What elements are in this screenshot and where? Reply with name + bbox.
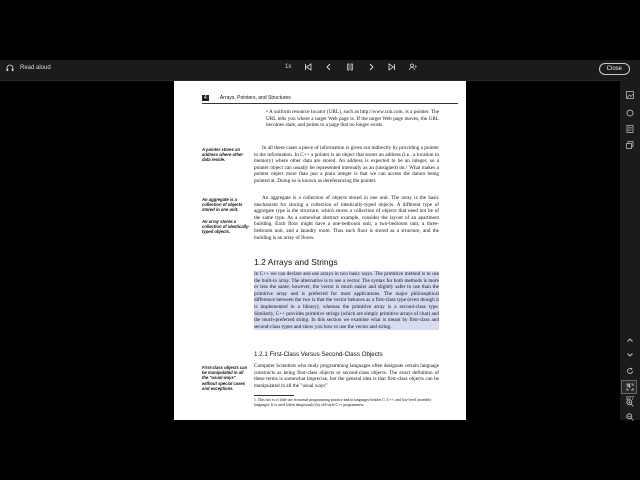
section-heading: 1.2 Arrays and Strings xyxy=(254,257,338,267)
margin-note-first-class: First-class objects can be manipulated in all the "usual ways" without special cases and exceptions. xyxy=(202,365,248,391)
voice-settings-icon[interactable] xyxy=(409,63,417,71)
copy-icon[interactable] xyxy=(626,136,634,144)
fit-page-icon[interactable] xyxy=(626,378,634,386)
highlighted-text: In C++ we can declare and use arrays in two basic ways. The primitive method is to use the built-in array. The alternative is to use a vector. The syntax for both methods is more or less the same; however, the vector is much easier and slightly safer to use than the primitive array and is preferred for most applications. The major philosophical difference between the two is that the vector behaves as a first-class type (even though it is implemented in a library), whereas the primitive array is a second-class type. Similarly, C++ provides primitive strings (which are simply primitive arrays of char) and the much-preferred string. In this section we examine what is meant by first-class and second-class types and show you how to use the vector and string. xyxy=(254,271,439,330)
margin-note-aggregate: An aggregate is a collection of objects stored in one unit. xyxy=(202,197,243,213)
bullet-marker: • xyxy=(266,109,269,115)
header-rule xyxy=(202,103,458,104)
footnote: 1. This fact is of little use in normal programming practice and in languages besides C, C++, and low-level assembly languages. It is used (often dangerously) by old-style C++ programmers. xyxy=(254,398,432,407)
bullet-text: A uniform resource locator (URL), such as http://www.cnn.com, is a pointer. The URL tells you where a target Web page is. If the target Web page moves, the URL becomes stale, and points to a page that no longer exists. xyxy=(266,109,439,129)
read-aloud-toolbar xyxy=(0,60,640,81)
chevron-down-icon[interactable] xyxy=(626,346,634,354)
rotate-icon[interactable] xyxy=(626,362,634,370)
paragraph-text: In all these cases a piece of information is given out indirectly by providing a pointer to the information. In C++ a pointer is an object that stores an address (i.e., a location in memory) where other data are stored. An address is expected to be an integer, so a pointer object can usually be represented internally as an (unsigned) int.¹ What makes a pointer object more than just a plain integer is that we can access the datum being pointed at. Doing so is known as dereferencing the pointer. xyxy=(254,145,439,184)
next-icon[interactable] xyxy=(388,63,396,71)
subsection-heading: 1.2.1 First-Class Versus Second-Class Objects xyxy=(254,351,383,358)
zoom-in-icon[interactable] xyxy=(626,394,634,402)
header-page-number: 4 xyxy=(204,95,207,101)
close-button[interactable]: Close xyxy=(599,63,630,75)
copilot-icon[interactable] xyxy=(626,104,634,112)
pause-icon[interactable] xyxy=(346,63,354,71)
rewind-icon[interactable] xyxy=(325,63,333,71)
zoom-out-icon[interactable] xyxy=(626,408,634,416)
page-number-input[interactable]: 4 xyxy=(621,380,637,394)
forward-icon[interactable] xyxy=(367,63,375,71)
document-page xyxy=(174,81,466,420)
speed-button[interactable]: 1x xyxy=(285,64,292,70)
image-icon[interactable] xyxy=(626,86,634,94)
paragraph-pointers xyxy=(254,145,439,185)
page-header xyxy=(202,95,291,101)
page-total: 977 xyxy=(625,396,635,402)
header-title: Arrays, Pointers, and Structures xyxy=(219,95,291,101)
paragraph-text: Computer Scientists who study programming languages often designate certain language constructs as being first-class objects or second-class objects. The exact definition of these terms is somewhat imprecise, but the general idea is that first-class objects can be manipulated in all the "usual ways" xyxy=(254,363,439,389)
chevron-up-icon[interactable] xyxy=(626,331,634,339)
notes-icon[interactable] xyxy=(626,120,634,128)
previous-icon[interactable] xyxy=(304,63,312,71)
bullet-url xyxy=(266,109,439,129)
paragraph-first-class xyxy=(254,363,439,389)
headphones-icon xyxy=(6,64,14,72)
margin-note-array: An array stores a collection of identically-typed objects. xyxy=(202,219,250,235)
margin-note-pointer: A pointer stores an address where other data reside. xyxy=(202,147,243,163)
read-aloud-label: Read aloud xyxy=(20,65,51,71)
paragraph-arrays xyxy=(254,271,439,330)
paragraph-aggregate xyxy=(254,195,439,241)
paragraph-text: An aggregate is a collection of objects stored in one unit. The array is the basic mechanism for storing a collection of identically-typed objects. A different type of aggregate type is the structure, which stores a collection of objects that need not be of the same type. As a somewhat abstract example, consider the layout of an apartment building. Each floor might have a one-bedroom unit, a two-bedroom unit, a three-bedroom unit, and a laundry room. Thus each floor is stored as a structure, and the building is an array of floors. xyxy=(254,195,439,241)
right-toolbar xyxy=(620,80,640,420)
footnote-rule xyxy=(254,395,294,396)
